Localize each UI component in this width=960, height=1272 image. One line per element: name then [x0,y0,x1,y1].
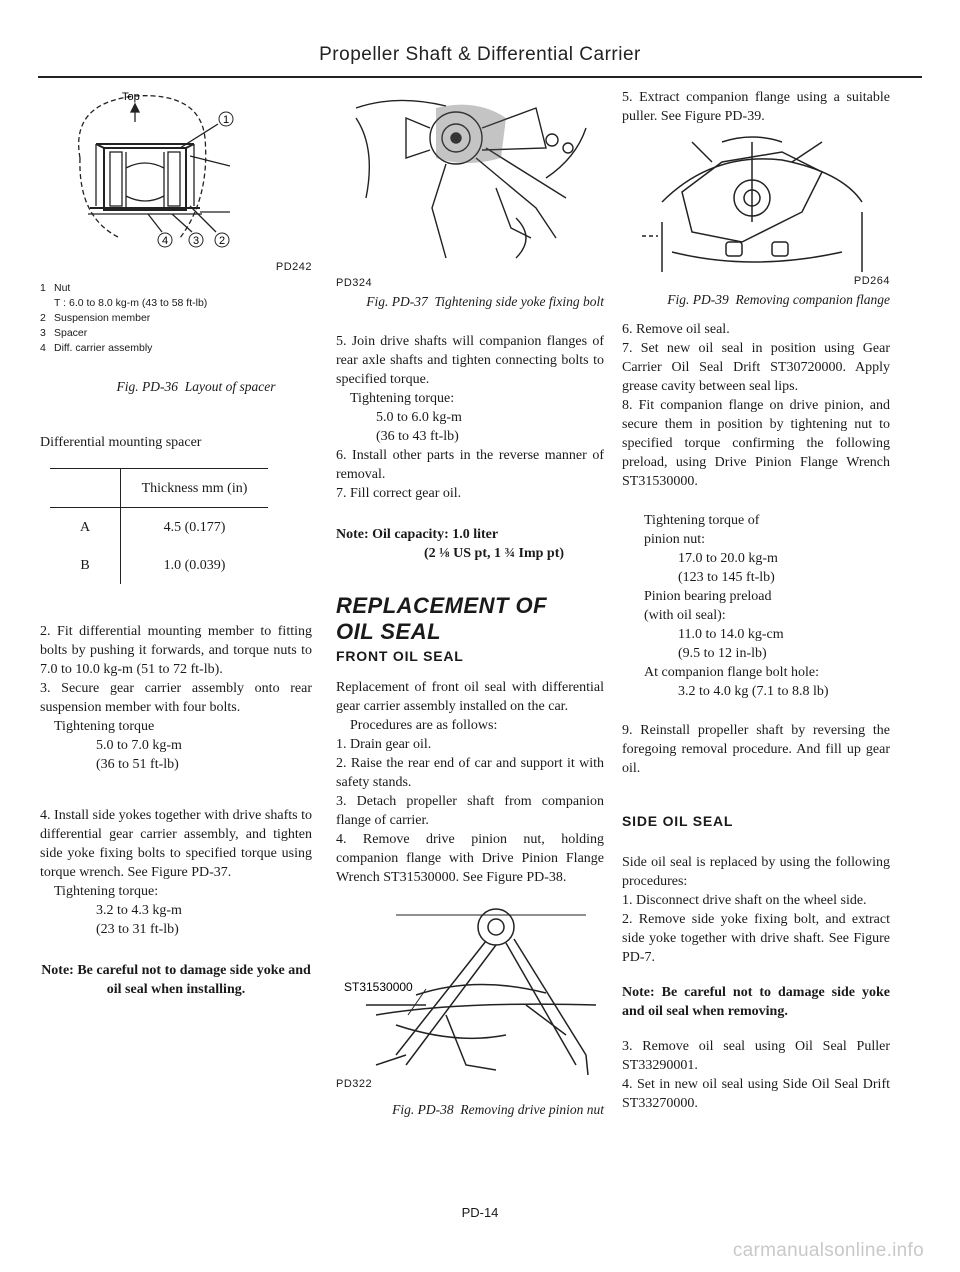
section-heading: REPLACEMENT OF [336,593,548,618]
torque-value: 5.0 to 6.0 kg-m [376,410,462,425]
figure-pd-37 [336,88,604,270]
step-6: 6. Install other parts in the reverse manner of removal. [336,448,604,482]
side-intro: Side oil seal is replaced by using the following procedures: [622,855,890,889]
procedures-label: Procedures are as follows: [350,718,498,733]
intro-paragraph: Replacement of front oil seal with differential gear carrier assembly installed on the car. [336,680,604,714]
spec-value: (123 to 145 ft-lb) [678,570,775,585]
callout-3: 3 [192,235,200,247]
section-heading: OIL SEAL [336,619,442,644]
figure-caption: Fig. PD-37 Tightening side yoke fixing bolt [366,294,604,309]
spec-label: Tightening torque of [644,513,760,528]
table-title: Differential mounting spacer [40,435,202,450]
callout-4: 4 [161,235,169,247]
step-3: 3. Secure gear carrier assembly onto rear suspension member with four bolts. [40,681,312,715]
torque-label: Tightening torque: [350,391,455,406]
spec-label: (with oil seal): [644,608,726,623]
torque-value: 5.0 to 7.0 kg-m [96,738,182,753]
note-side-seal: Note: Be careful not to damage side yoke and oil seal when removing. [622,985,890,1019]
figure-caption: Fig. PD-36 Layout of spacer [116,379,276,394]
front-step-9: 9. Reinstall propeller shaft by reversing the foregoing removal procedure. And fill up gear oil. [622,723,890,776]
spec-label: At companion flange bolt hole: [644,665,819,680]
torque-label: Tightening torque [54,719,155,734]
figure-pd-38 [336,905,604,1083]
table-cell-value: 4.5 (0.177) [163,519,226,535]
step-4: 4. Install side yokes together with drive shafts to differential gear carrier assembly, and tighten side yoke fixing bolts to specified torque using torque wrench. See Figure PD-37. [40,808,312,880]
figure-code: PD242 [275,261,312,273]
tool-label: ST31530000 [344,980,413,994]
front-step-6: 6. Remove oil seal. [622,322,730,337]
table-header-cell: Thickness mm (in) [121,469,269,508]
column-3 [622,88,890,1113]
table-header-row [50,469,268,508]
spec-label: pinion nut: [644,532,706,547]
legend-item: 1 Nut [40,282,71,294]
table-row [50,508,268,547]
step-5: 5. Join drive shafts will companion flanges of rear axle shafts and tighten connecting bolts to specified torque. [336,334,604,387]
step-2: 2. Fit differential mounting member to fitting bolts by pushing it forwards, and torque nuts to 7.0 to 10.0 kg-m (51 to 72 ft-lb). [40,624,312,677]
spec-value: 3.2 to 4.0 kg (7.1 to 8.8 lb) [678,684,829,699]
front-step-3: 3. Detach propeller shaft from companion flange of carrier. [336,794,604,828]
legend-item: 2 Suspension member [40,312,151,324]
table-cell-key: A [50,508,121,547]
callout-2: 2 [218,235,226,247]
figure-footer [336,1078,604,1101]
torque-value: 3.2 to 4.3 kg-m [96,903,182,918]
watermark: carmanualsonline.info [732,1240,924,1261]
note-oil-capacity-units: (2 ⅛ US pt, 1 ¾ Imp pt) [424,546,565,561]
figure-code: PD324 [336,277,373,289]
callout-1: 1 [222,114,230,126]
spec-block [622,511,890,701]
page-header: Propeller Shaft & Differential Carrier [319,44,641,65]
figure-code: PD264 [853,275,890,287]
legend-item: 3 Spacer [40,327,88,339]
front-step-8: 8. Fit companion flange on drive pinion, and secure them in position by tightening nut to specified torque confirming the following preload, using Drive Pinion Flange Wrench ST31530000. [622,398,890,489]
spacer-layout-drawing [40,88,312,250]
subsection-heading: SIDE OIL SEAL [622,813,734,829]
torque-value: (36 to 51 ft-lb) [96,757,179,772]
companion-flange-drawing [622,132,890,282]
side-step-1: 1. Disconnect drive shaft on the wheel side. [622,893,867,908]
top-label: Top [122,91,140,103]
figure-code: PD322 [336,1078,373,1090]
step-7: 7. Fill correct gear oil. [336,486,462,501]
note-oil-capacity: Note: Oil capacity: 1.0 liter [336,527,499,542]
figure-caption: Fig. PD-38 Removing drive pinion nut [392,1102,604,1117]
figure-pd-36 [40,88,312,250]
spec-value: 17.0 to 20.0 kg-m [678,551,778,566]
header-rule [38,76,922,78]
subsection-heading: FRONT OIL SEAL [336,648,464,664]
spec-label: Pinion bearing preload [644,589,772,604]
spacer-table [50,468,268,584]
pinion-nut-drawing [336,905,604,1083]
table-row [50,546,268,584]
spec-value: 11.0 to 14.0 kg-cm [678,627,784,642]
column-1 [40,88,312,999]
page-number: PD-14 [461,1205,499,1220]
side-step-2: 2. Remove side yoke fixing bolt, and extract side yoke together with drive shaft. See Figure PD-7. [622,912,890,965]
table-cell-key: B [50,546,121,584]
figure-legend [40,281,312,356]
torque-value: (23 to 31 ft-lb) [96,922,179,937]
front-step-4: 4. Remove drive pinion nut, holding companion flange with Drive Pinion Flange Wrench ST31530000. See Figure PD-38. [336,832,604,885]
legend-subitem: T : 6.0 to 8.0 kg-m (43 to 58 ft-lb) [54,297,208,309]
side-step-3: 3. Remove oil seal using Oil Seal Puller ST33290001. [622,1039,890,1073]
side-yoke-drawing [336,88,604,270]
column-2 [336,88,604,1118]
legend-item: 4 Diff. carrier assembly [40,342,153,354]
front-step-2: 2. Raise the rear end of car and support it with safety stands. [336,756,604,790]
front-step-7: 7. Set new oil seal in position using Gear Carrier Oil Seal Drift ST30720000. Apply grease cavity between seal lips. [622,341,890,394]
figure-pd-39 [622,132,890,282]
note-install: Note: Be careful not to damage side yoke and oil seal when installing. [41,963,311,997]
front-step-1: 1. Drain gear oil. [336,737,432,752]
front-step-5: 5. Extract companion flange using a suitable puller. See Figure PD-39. [622,90,890,124]
torque-label: Tightening torque: [54,884,159,899]
spec-value: (9.5 to 12 in-lb) [678,646,767,661]
table-cell-value: 1.0 (0.039) [163,557,226,573]
figure-caption: Fig. PD-39 Removing companion flange [667,292,890,307]
torque-value: (36 to 43 ft-lb) [376,429,459,444]
side-step-4: 4. Set in new oil seal using Side Oil Seal Drift ST33270000. [622,1077,890,1111]
